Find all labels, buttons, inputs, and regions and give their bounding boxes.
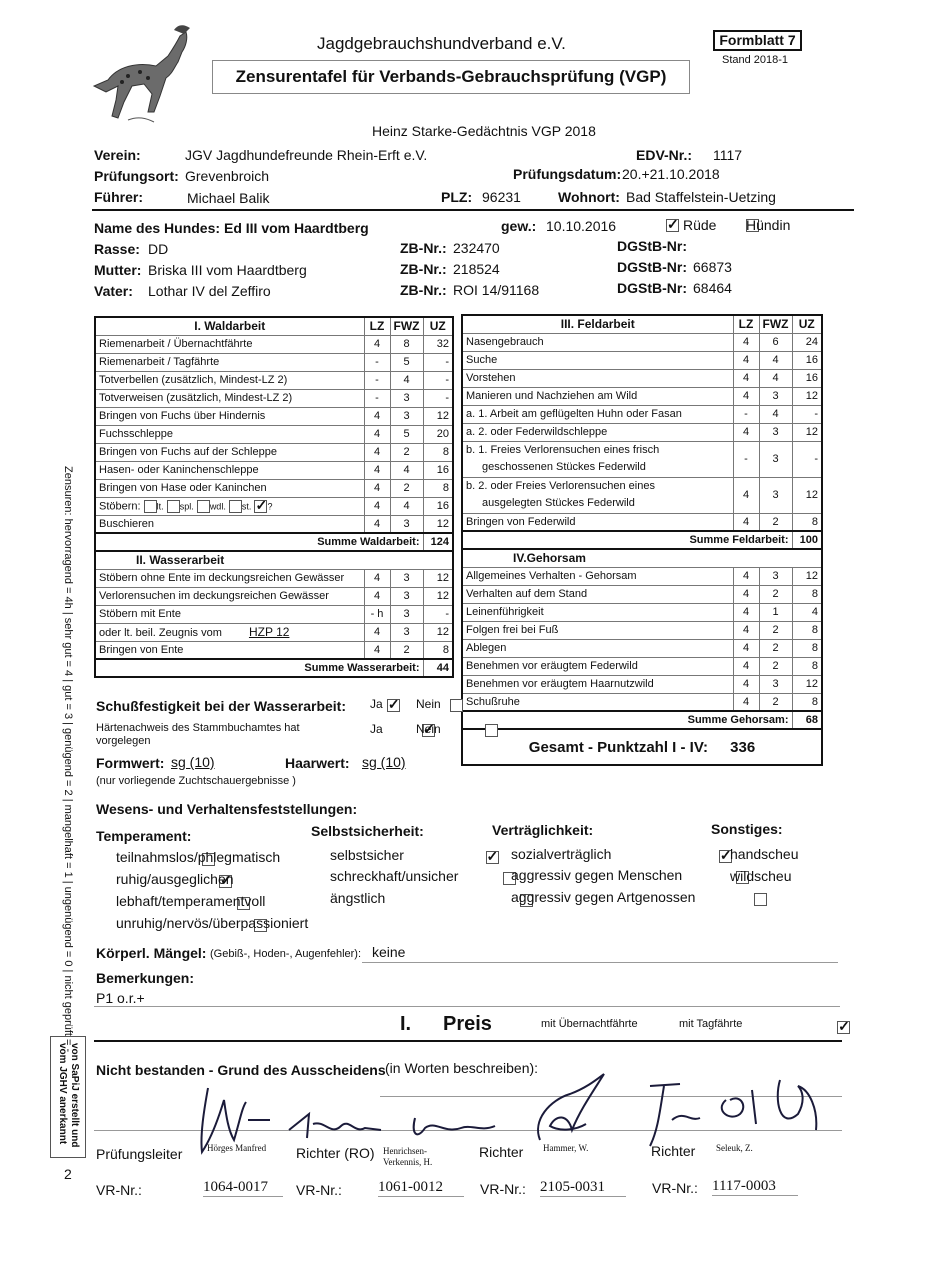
richter1-name-2: Verkennis, H. xyxy=(383,1157,433,1167)
table-row: Manieren und Nachziehen am Wild 4 3 12 xyxy=(462,387,822,405)
table-row: Riemenarbeit / Tagfährte - 5 - xyxy=(95,353,453,371)
edv-value: 1117 xyxy=(713,147,743,163)
mutter-label: Mutter: xyxy=(94,262,142,278)
zuchtschau-note: (nur vorliegende Zuchtschauergebnisse ) xyxy=(96,775,296,787)
stoebern-other-checkbox[interactable] xyxy=(254,500,267,513)
ort-value: Grevenbroich xyxy=(185,168,270,184)
wasser-title: II. Wasserarbeit xyxy=(95,551,453,569)
zb2-label: ZB-Nr.: xyxy=(400,261,447,277)
maengel-label: Körperl. Mängel: xyxy=(96,945,207,961)
sonst-label: Sonstiges: xyxy=(711,821,783,837)
table-row: Stöbern ohne Ente im deckungsreichen Gewässer 4 3 12 xyxy=(95,569,453,587)
ruede-label: Rüde xyxy=(683,217,717,233)
preis-rank: I. xyxy=(400,1013,412,1035)
tagfaehrte-label: mit Tagfährte xyxy=(679,1018,743,1030)
schuss-ja-label: Ja xyxy=(370,697,383,711)
gew-label: gew.: xyxy=(501,218,537,234)
table-row: Bringen von Fuchs auf der Schleppe 4 2 8 xyxy=(95,443,453,461)
uebernacht-label: mit Übernachtfährte xyxy=(541,1018,638,1030)
huendin-label: Hündin xyxy=(746,217,791,233)
dog-name: Ed III vom Haardtberg xyxy=(224,220,369,236)
maengel-sub: (Gebiß-, Hoden-, Augenfehler): xyxy=(210,948,362,960)
zb3-label: ZB-Nr.: xyxy=(400,282,447,298)
table-row: Vorstehen 4 4 16 xyxy=(462,369,822,387)
fuehrer-value: Michael Balik xyxy=(187,190,270,206)
schuss-nein-label: Nein xyxy=(416,697,441,711)
table-row: Nasengebrauch 4 6 24 xyxy=(462,333,822,351)
wasser-sum-label: Summe Wasserarbeit: xyxy=(95,659,423,677)
verein-label: Verein: xyxy=(94,147,141,163)
richter2-name: Hammer, W. xyxy=(543,1143,589,1153)
dgstb2-value: 66873 xyxy=(693,259,732,275)
vr-label-3: VR-Nr.: xyxy=(480,1181,526,1197)
grading-scale: Zensuren: hervorragend = 4h | sehr gut = 4 | gut = 3 | genügend = 2 | mangelhaft = 1 | ungenügend = 0 | nicht geprüft = - xyxy=(62,466,74,1053)
table-row: Bringen von Fuchs über Hindernis 4 3 12 xyxy=(95,407,453,425)
table-row: Bringen von Ente 4 2 8 xyxy=(95,641,453,659)
zb1-value: 232470 xyxy=(453,240,500,256)
table-row: Hasen- oder Kaninchenschleppe 4 4 16 xyxy=(95,461,453,479)
table-row: Leinenführigkeit 4 1 4 xyxy=(462,603,822,621)
formwert-label: Formwert: xyxy=(96,755,165,771)
mutter-value: Briska III vom Haardtberg xyxy=(148,262,307,278)
zb2-value: 218524 xyxy=(453,261,500,277)
richter3-label: Richter xyxy=(651,1143,696,1159)
org-name: Jagdgebrauchshundverband e.V. xyxy=(317,34,566,53)
feld-title: III. Feldarbeit xyxy=(462,315,733,333)
zeugnis-value: HZP 12 xyxy=(248,625,290,639)
nicht-bestanden-label: Nicht bestanden - Grund des Ausscheidens xyxy=(96,1062,386,1078)
leiter-name: Hörges Manfred xyxy=(207,1143,267,1153)
formwert-value: sg (10) xyxy=(171,754,215,770)
table-row: oder lt. beil. Zeugnis vom HZP 12 4 3 12 xyxy=(95,623,453,641)
dog-logo xyxy=(88,22,198,127)
haerte-nein-label: Nein xyxy=(416,722,441,736)
table-row: Suche 4 4 16 xyxy=(462,351,822,369)
table-row: Stöbern mit Ente - h 3 - xyxy=(95,605,453,623)
table-row: Schußruhe 4 2 8 xyxy=(462,693,822,711)
fuehrer-label: Führer: xyxy=(94,189,143,205)
gehorsam-sum: 68 xyxy=(792,711,822,729)
vr-label-4: VR-Nr.: xyxy=(652,1180,698,1196)
plz-value: 96231 xyxy=(482,189,521,205)
feld-sum: 100 xyxy=(792,531,822,549)
schuss-ja-checkbox[interactable] xyxy=(387,699,400,712)
signature-richter2 xyxy=(520,1070,610,1150)
selbst-0-checkbox[interactable] xyxy=(486,851,499,864)
dgstb3-label: DGStB-Nr: xyxy=(617,280,687,296)
vertr-2-checkbox[interactable] xyxy=(754,893,767,906)
preis-label: Preis xyxy=(443,1013,492,1035)
signature-richter1 xyxy=(285,1100,505,1150)
verein-value: JGV Jagdhundefreunde Rhein-Erft e.V. xyxy=(185,147,428,163)
ort-label: Prüfungsort: xyxy=(94,168,179,184)
datum-value: 20.+21.10.2018 xyxy=(622,166,720,182)
uebernacht-checkbox[interactable] xyxy=(837,1021,850,1034)
leiter-label: Prüfungsleiter xyxy=(96,1146,183,1162)
dgstb2-label: DGStB-Nr: xyxy=(617,259,687,275)
table-row: b. 2. oder Freies Verlorensuchen eines ausgelegten Stückes Federwild 4 3 12 xyxy=(462,477,822,513)
zb3-value: ROI 14/91168 xyxy=(453,282,540,298)
table-row: Bringen von Federwild 4 2 8 xyxy=(462,513,822,531)
feld-sum-label: Summe Feldarbeit: xyxy=(462,531,792,549)
richter2-label: Richter xyxy=(479,1144,524,1160)
selbst-label: Selbstsicherheit: xyxy=(311,823,424,839)
zb1-label: ZB-Nr.: xyxy=(400,240,447,256)
col-lz: LZ xyxy=(364,317,390,335)
table-row: Verhalten auf dem Stand 4 2 8 xyxy=(462,585,822,603)
preis-divider xyxy=(94,1040,842,1042)
temperament-label: Temperament: xyxy=(96,828,192,844)
haarwert-label: Haarwert: xyxy=(285,755,350,771)
table-row: Verlorensuchen im deckungsreichen Gewässer 4 3 12 xyxy=(95,587,453,605)
recognition-stamp: von SaPiJ erstellt und vom JGHV anerkannt xyxy=(50,1036,86,1158)
gehorsam-sum-label: Summe Gehorsam: xyxy=(462,711,792,729)
dog-name-label: Name des Hundes: xyxy=(94,220,221,236)
wasser-sum: 44 xyxy=(423,659,453,677)
table-row: Buschieren 4 3 12 xyxy=(95,515,453,533)
table-row: a. 2. oder Federwildschleppe 4 3 12 xyxy=(462,423,822,441)
wohnort-label: Wohnort: xyxy=(558,189,620,205)
divider xyxy=(92,209,854,211)
richter1-name: Henrichsen- xyxy=(383,1146,427,1156)
richter1-vr: 1061-0012 xyxy=(378,1179,464,1197)
schuss-label: Schußfestigkeit bei der Wasserarbeit: xyxy=(96,698,346,714)
table-row: Totverweisen (zusätzlich, Mindest-LZ 2) - 3 - xyxy=(95,389,453,407)
rasse-value: DD xyxy=(148,241,169,257)
wald-sum: 124 xyxy=(423,533,453,551)
schuss-nein-checkbox[interactable] xyxy=(450,699,463,712)
col-fwz: FWZ xyxy=(390,317,423,335)
vr-label-2: VR-Nr.: xyxy=(296,1182,342,1198)
dgstb3-value: 68464 xyxy=(693,280,732,296)
haerte-label: Härtenachweis des Stammbuchamtes hat xyxy=(96,722,300,734)
form-title: Zensurentafel für Verbands-Gebrauchsprüfung (VGP) xyxy=(212,60,690,94)
table-row: Stöbern: lt. spl. wdl. st. ✓ ? 4 4 16 xyxy=(95,497,453,515)
feld-gehorsam-table: III. Feldarbeit LZ FWZ UZ Nasengebrauch 4 6 24 Suche 4 4 16 Vorstehen 4 4 16 Manieren und Nachziehen am Wild 4 3 12 a. 1. Arbeit am geflügelten Huhn oder Fasan - 4 - a. 2. oder Federwildschleppe 4 3 12 b. 1. Freies Verlorensuchen eines frisch geschossenen Stückes Federwild - 3 - b. 2. oder Freies Verlorensuchen eines ausgelegten Stückes Federwild 4 3 12 Bringen von Federwild 4 2 8 Summe Feldarbeit: 100 IV.Gehorsam Allgemeines Verhalten - Gehorsam 4 3 12 Verhalten auf dem Stand 4 2 8 Leinenführigkeit 4 1 4 Folgen frei bei Fuß 4 2 8 Ablegen 4 2 8 Benehmen vor eräugtem Federwild 4 2 8 Benehmen vor eräugtem Haarnutzwild 4 3 12 Schußruhe 4 2 8 Summe Gehorsam: 68 Gesamt - Punktzahl I - IV: 336 xyxy=(461,314,823,766)
richter1-label: Richter (RO) xyxy=(296,1145,375,1161)
page-number: 2 xyxy=(64,1166,72,1182)
table-row: b. 1. Freies Verlorensuchen eines frisch geschossenen Stückes Federwild - 3 - xyxy=(462,441,822,477)
event-name: Heinz Starke-Gedächtnis VGP 2018 xyxy=(372,123,596,139)
stoebern-wdl-checkbox[interactable] xyxy=(197,500,210,513)
stoebern-lt-checkbox[interactable] xyxy=(144,500,157,513)
form-version: Stand 2018-1 xyxy=(722,54,789,66)
wald-wasser-table xyxy=(94,316,454,678)
wald-sum-label: Summe Waldarbeit: xyxy=(95,533,423,551)
maengel-line xyxy=(362,962,838,963)
gehorsam-title: IV.Gehorsam xyxy=(462,549,822,567)
bemerkungen-label: Bemerkungen: xyxy=(96,970,195,986)
vater-label: Vater: xyxy=(94,283,133,299)
edv-label: EDV-Nr.: xyxy=(636,147,693,163)
table-row: Allgemeines Verhalten - Gehorsam 4 3 12 xyxy=(462,567,822,585)
bemerkungen-line xyxy=(94,1006,840,1007)
table-row: Riemenarbeit / Übernachtfährte 4 8 32 xyxy=(95,335,453,353)
dgstb1-label: DGStB-Nr: xyxy=(617,238,687,254)
plz-label: PLZ: xyxy=(441,189,473,205)
table-row: a. 1. Arbeit am geflügelten Huhn oder Fasan - 4 - xyxy=(462,405,822,423)
bemerkungen-value: P1 o.r.+ xyxy=(96,990,145,1006)
gew-value: 10.10.2016 xyxy=(546,218,617,234)
gesamt-value: 336 xyxy=(730,738,756,756)
haarwert-value: sg (10) xyxy=(362,754,406,770)
vater-value: Lothar IV del Zeffiro xyxy=(148,283,271,299)
table-row: Benehmen vor eräugtem Haarnutzwild 4 3 12 xyxy=(462,675,822,693)
table-row: Folgen frei bei Fuß 4 2 8 xyxy=(462,621,822,639)
haerte-nein-checkbox[interactable] xyxy=(485,724,498,737)
table-row: Bringen von Hase oder Kaninchen 4 2 8 xyxy=(95,479,453,497)
maengel-value: keine xyxy=(372,944,406,960)
wesen-title: Wesens- und Verhaltensfeststellungen: xyxy=(96,801,358,817)
vr-label-1: VR-Nr.: xyxy=(96,1182,142,1198)
haerte-label-2: vorgelegen xyxy=(96,735,151,747)
table-row: Fuchsschleppe 4 5 20 xyxy=(95,425,453,443)
nicht-bestanden-sub: (in Worten beschreiben): xyxy=(385,1060,539,1076)
leiter-vr: 1064-0017 xyxy=(203,1179,283,1197)
ruede-checkbox[interactable] xyxy=(666,219,679,232)
table-row: Totverbellen (zusätzlich, Mindest-LZ 2) - 4 - xyxy=(95,371,453,389)
table-row: Ablegen 4 2 8 xyxy=(462,639,822,657)
richter2-vr: 2105-0031 xyxy=(540,1179,626,1197)
richter3-vr: 1117-0003 xyxy=(712,1178,798,1196)
stoebern-spl-checkbox[interactable] xyxy=(167,500,180,513)
table-row: Benehmen vor eräugtem Federwild 4 2 8 xyxy=(462,657,822,675)
col-uz: UZ xyxy=(423,317,453,335)
richter3-name: Seleuk, Z. xyxy=(716,1143,753,1153)
form-number: Formblatt 7 xyxy=(713,30,802,51)
wohnort-value: Bad Staffelstein-Uetzing xyxy=(626,189,776,205)
vertr-label: Verträglichkeit: xyxy=(492,822,594,838)
wald-title: I. Waldarbeit xyxy=(95,317,364,335)
datum-label: Prüfungsdatum: xyxy=(513,166,622,182)
gesamt-label: Gesamt - Punktzahl I - IV: xyxy=(528,738,708,756)
rasse-label: Rasse: xyxy=(94,241,140,257)
haerte-ja-label: Ja xyxy=(370,722,383,736)
stoebern-st-checkbox[interactable] xyxy=(229,500,242,513)
